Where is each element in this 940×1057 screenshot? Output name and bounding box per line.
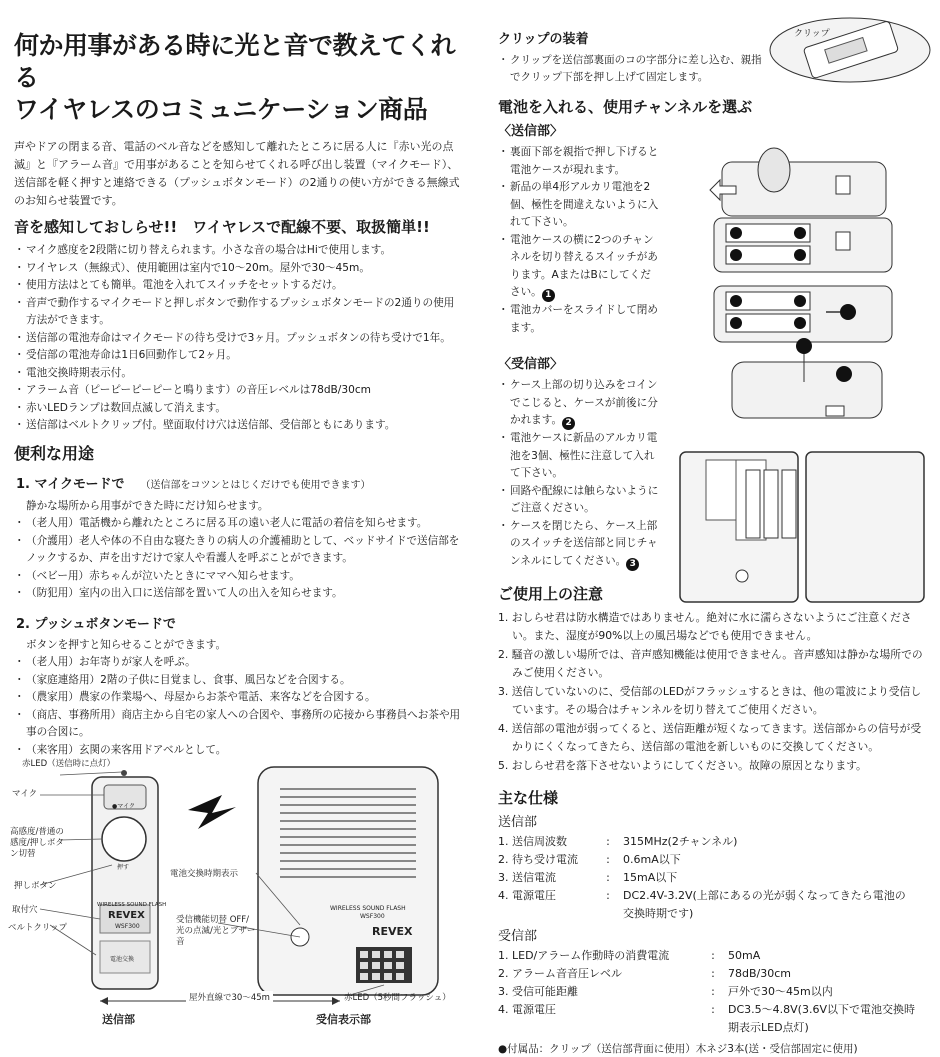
rx-steps-list bbox=[498, 377, 660, 571]
spec-row: 3. 受信可能距離 : 戸外で30～45m以内 bbox=[498, 984, 833, 998]
caution-list bbox=[498, 609, 928, 775]
spec-row: 1. 送信周波数 : 315MHz(2チャンネル) bbox=[498, 834, 738, 848]
tx-step: ・ 電池カバーをスライドして閉めます。 bbox=[498, 302, 660, 337]
mic-mode-item: ・ （介護用）老人や体の不自由な寝たきりの病人の介護補助として、ベッドサイドで送信部をノックするか、声を出すだけで家人や看護人を呼ぶことができます。 bbox=[14, 533, 462, 568]
battery-heading: 電池を入れる、使用チャンネルを選ぶ bbox=[498, 98, 753, 116]
push-mode-intro: ボタンを押すと知らせることができます。 bbox=[26, 638, 227, 651]
spec-row: 2. アラーム音音圧レベル : 78dB/30cm bbox=[498, 966, 791, 980]
caution-item: 1. おしらせ君は防水構造ではありません。絶対に水に濡らさないようにご注意ください。また、湿度が90%以上の風呂場などでも使用できません。 bbox=[498, 610, 912, 642]
spec-heading: 主な仕様 bbox=[498, 788, 559, 807]
tx-mic-text: ●マイク bbox=[112, 803, 135, 810]
push-mode-heading: 2. プッシュボタンモードで bbox=[16, 616, 176, 632]
push-mode-item: ・ （来客用）玄関の来客用ドアベルとして。 bbox=[14, 742, 462, 760]
rx-step: ・ ケースを閉じたら、ケース上部のスイッチを送信部と同じチャンネルにしてください。 3 bbox=[498, 518, 660, 571]
tx-device-name: WIRELESS SOUND FLASH bbox=[97, 902, 167, 908]
tx-step: ・ 新品の単4形アルカリ電池を2個、極性を間違えないように入れて下さい。 bbox=[498, 179, 660, 232]
tx-step: ・ 電池ケースの横に2つのチャンネルを切り替えるスイッチがあります。AまたはBにしてください。 1 bbox=[498, 232, 660, 303]
receiver-open-illustration bbox=[676, 448, 932, 608]
receiver-led-label: 赤LED（5秒間フラッシュ） bbox=[344, 993, 451, 1003]
left-column bbox=[14, 30, 462, 759]
push-mode-item: ・ （農家用）農家の作業場へ、母屋からお茶や電話、来客などを合図する。 bbox=[14, 689, 462, 707]
title-line-2: ワイヤレスのコミュニケーション商品 bbox=[14, 95, 428, 124]
receiver-caption: 受信表示部 bbox=[316, 1013, 371, 1026]
receiver-switch-label: 受信機能切替 OFF/光の点滅/光とブザー音 bbox=[176, 915, 256, 947]
caution-item: 2. 騒音の激しい場所では、音声感知機能は使用できません。音声感知は静かな場所でのみご使用ください。 bbox=[498, 647, 923, 679]
mic-mode-note: （送信部をコツンとはじくだけでも使用できます） bbox=[140, 479, 371, 491]
mic-mode-intro: 静かな場所から用事ができた時にだけ知らせます。 bbox=[26, 499, 269, 512]
features-list bbox=[14, 242, 462, 435]
mic-mode-title: 1. マイクモードで bbox=[16, 476, 125, 492]
title-line-1: 何か用事がある時に光と音で教えてくれる bbox=[14, 31, 456, 92]
caution-heading: ご使用上の注意 bbox=[498, 584, 604, 603]
feature-item: ・ マイク感度を2段階に切り替えられます。小さな音の場合はHiで使用します。 bbox=[14, 242, 462, 260]
mount-hole-label: 取付穴 bbox=[12, 905, 38, 915]
marker-1-icon: 1 bbox=[542, 289, 555, 302]
feature-item: ・ 受信部の電池寿命は1日6回動作して2ヶ月。 bbox=[14, 347, 462, 365]
push-mode-item: ・ （商店、事務所用）商店主から自宅の家人への合図や、事務所の応接から事務員へお茶や用事の合図に。 bbox=[14, 707, 462, 742]
feature-item: ・ 送信部はベルトクリップ付。壁面取付け穴は送信部、受信部ともにあります。 bbox=[14, 417, 462, 435]
push-mode-list bbox=[14, 654, 462, 759]
rx-device-name: WIRELESS SOUND FLASH bbox=[330, 905, 406, 912]
intro-paragraph: 声やドアの閉まる音、電話のベル音などを感知して離れたところに居る人に『赤い光の点滅』と『アラーム音』で用事があることを知らせてくれる呼び出し装置（マイクモード）、送信部を軽く押すと連絡できる（プッシュボタンモード）の2通りの使い方ができる無線式のお知らせ装置です。 bbox=[14, 140, 460, 207]
tx-step: ・ 裏面下部を親指で押し下げると電池ケースが現れます。 bbox=[498, 144, 660, 179]
tx-steps-list bbox=[498, 144, 660, 337]
feature-item: ・ 送信部の電池寿命はマイクモードの待ち受けで3ヶ月。プッシュボタンの待ち受けで1年。 bbox=[14, 330, 462, 348]
rx-model: WSF300 bbox=[360, 913, 385, 920]
receiver-drawing bbox=[258, 767, 438, 995]
caution-item: 4. 送信部の電池が弱ってくると、送信距離が短くなってきます。送信部からの信号が受かりにくくなってきたら、送信部の電池を新しいものに交換してください。 bbox=[498, 721, 922, 753]
mic-mode-item: ・ （防犯用）室内の出入口に送信部を置いて人の出入を知らせます。 bbox=[14, 585, 462, 603]
spec-row: 1. LED/アラーム作動時の消費電流 : 50mA bbox=[498, 948, 761, 962]
feature-item: ・ 音声で動作するマイクモードと押しボタンで動作するプッシュボタンモードの2通りの使用方法ができます。 bbox=[14, 295, 462, 330]
tx-battery-text: 電池交換 bbox=[110, 956, 135, 963]
rx-section-heading: 〈受信部〉 bbox=[498, 357, 564, 372]
clip-illustration bbox=[766, 14, 932, 84]
spec-rx-heading: 受信部 bbox=[498, 928, 538, 944]
mic-mode-heading bbox=[16, 475, 462, 496]
caution-item: 5. おしらせ君を落下させないようにしてください。故障の原因となります。 bbox=[498, 758, 867, 772]
tx-brand: REVEX bbox=[108, 910, 145, 921]
feature-item: ・ 赤いLEDランプは数回点滅して消えます。 bbox=[14, 400, 462, 418]
mic-mode-item: ・ （老人用）電話機から離れたところに居る耳の遠い老人に電話の着信を知らせます。 bbox=[14, 515, 462, 533]
feature-item: ・ 使用方法はとても簡単。電池を入れてスイッチをセットするだけ。 bbox=[14, 277, 462, 295]
clip-text-block: ・ クリップを送信部裏面のコの字部分に差し込む、親指でクリップ下部を押し上げて固定します。 bbox=[498, 54, 762, 83]
feature-item: ・ ワイヤレス（無線式）、使用範囲は室内で10～20m。屋外で30～45m。 bbox=[14, 260, 462, 278]
tx-model: WSF300 bbox=[115, 923, 140, 930]
mic-label: マイク bbox=[12, 789, 38, 799]
belt-clip-label: ベルトクリップ bbox=[8, 923, 67, 933]
marker-3-icon: 3 bbox=[626, 558, 639, 571]
rx-brand: REVEX bbox=[372, 925, 413, 938]
caution-item: 3. 送信していないのに、受信部のLEDがフラッシュするときは、他の電波により受信しています。その場合はチャンネルを切り替えてご使用ください。 bbox=[498, 684, 922, 716]
spec-row: 2. 待ち受け電流 : 0.6mA以下 bbox=[498, 852, 681, 866]
accessories-note: ●付属品：クリップ（送信部背面に使用）木ネジ3本(送・受信部固定に使用) bbox=[498, 1042, 858, 1055]
spec-tx-table bbox=[498, 833, 917, 923]
tx-push-text: 押す bbox=[117, 864, 130, 871]
clip-text: クリップを送信部裏面のコの字部分に差し込む、親指でクリップ下部を押し上げて固定します。 bbox=[510, 54, 762, 83]
wireless-bolt-icon bbox=[188, 795, 236, 829]
spec-row: 4. 電源電圧 : DC2.4V-3.2V(上部にあるの光が弱くなってきたら電池の交換時期です) bbox=[498, 888, 906, 920]
push-mode-item: ・ （老人用）お年寄りが家人を呼ぶ。 bbox=[14, 654, 462, 672]
push-mode-item: ・ （家庭連絡用）2階の子供に目覚まし、食事、風呂などを合図する。 bbox=[14, 672, 462, 690]
mic-mode-item: ・ （ベビー用）赤ちゃんが泣いたときにママへ知らせます。 bbox=[14, 568, 462, 586]
feature-item: ・ 電池交換時期表示付。 bbox=[14, 365, 462, 383]
rx-step: ・ 電池ケースに新品のアルカリ電池を3個、極性に注意して入れて下さい。 bbox=[498, 430, 660, 483]
sensitivity-switch-label: 高感度/普通の感度/押しボタン切替 bbox=[10, 827, 64, 859]
spec-row: 3. 送信電流 : 15mA以下 bbox=[498, 870, 678, 884]
red-led-label: 赤LED（送信時に点灯） bbox=[22, 759, 116, 769]
mic-mode-list bbox=[14, 515, 462, 603]
battery-indicator-label: 電池交換時期表示 bbox=[170, 869, 239, 879]
feature-item: ・ アラーム音（ピーピーピーピーと鳴ります）の音圧レベルは78dB/30cm bbox=[14, 382, 462, 400]
rx-step: ・ ケース上部の切り込みをコインでこじると、ケースが前後に分かれます。 2 bbox=[498, 377, 660, 430]
spec-tx-heading: 送信部 bbox=[498, 814, 538, 830]
battery-illustrations bbox=[676, 146, 902, 446]
rx-step: ・ 回路や配線には触らないようにご注意ください。 bbox=[498, 483, 660, 518]
push-button-label: 押しボタン bbox=[14, 881, 57, 891]
product-figure bbox=[0, 755, 470, 1045]
transmitter-caption: 送信部 bbox=[102, 1013, 135, 1026]
uses-heading: 便利な用途 bbox=[14, 443, 95, 463]
tx-section-heading: 〈送信部〉 bbox=[498, 124, 564, 139]
spec-rx-table bbox=[498, 947, 922, 1037]
features-heading: 音を感知しておしらせ!! ワイヤレスで配線不要、取扱簡単!! bbox=[14, 218, 430, 236]
range-label: 屋外直線で30～45m bbox=[186, 991, 273, 1003]
clip-label: クリップ bbox=[794, 29, 830, 39]
marker-2-icon: 2 bbox=[562, 417, 575, 430]
spec-row: 4. 電源電圧 : DC3.5～4.8V(3.6V以下で電池交換時期表示LED点灯) bbox=[498, 1002, 915, 1034]
clip-heading: クリップの装着 bbox=[498, 32, 589, 47]
